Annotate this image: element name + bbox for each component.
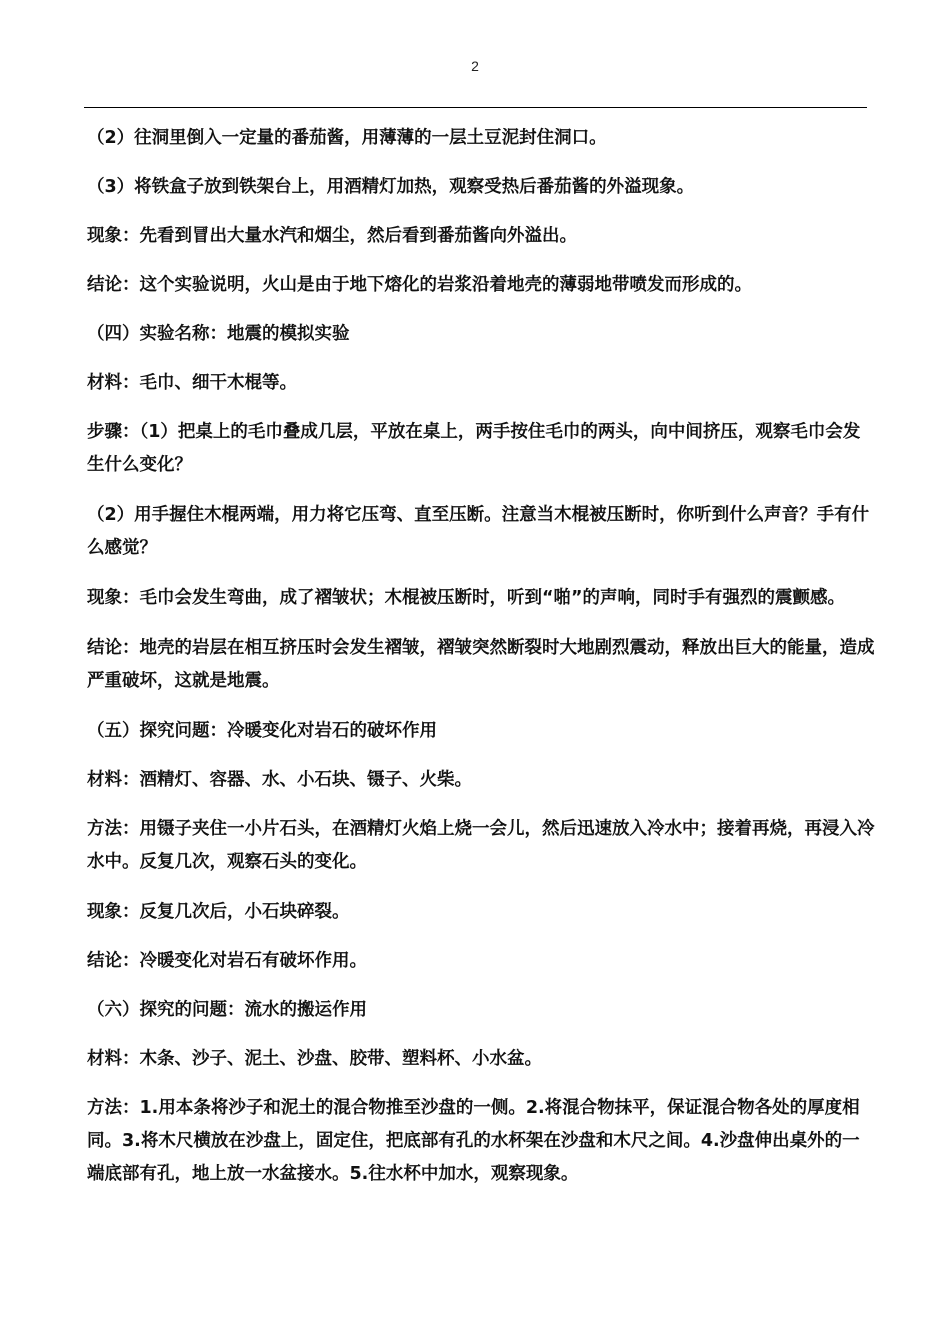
step-2-tomato-sauce: （2）往洞里倒入一定量的番茄酱，用薄薄的一层土豆泥封住洞口。 [87,128,607,148]
section-4-heading: （四）实验名称：地震的模拟实验 [87,324,350,344]
section-6-heading: （六）探究的问题：流水的搬运作用 [87,1000,367,1020]
water-materials: 材料：木条、沙子、泥土、沙盘、胶带、塑料杯、小水盆。 [87,1049,542,1069]
step-3-heating: （3）将铁盒子放到铁架台上，用酒精灯加热，观察受热后番茄酱的外溢现象。 [87,177,695,197]
earthquake-step-1: 步骤：（1）把桌上的毛巾叠成几层，平放在桌上，两手按住毛巾的两头，向中间挤压，观察毛巾会发生什么变化？ [87,422,861,475]
water-method: 方法：1.用本条将沙子和泥土的混合物推至沙盘的一侧。2.将混合物抹平，保证混合物各处的厚度相同。3.将木尺横放在沙盘上，固定住，把底部有孔的水杯架在沙盘和木尺之间。4.沙盘伸出桌外的一端底部有孔，地上放一水盆接水。5.往水杯中加水，观察现象。 [87,1098,860,1184]
earthquake-phenomenon: 现象：毛巾会发生弯曲，成了褶皱状；木棍被压断时，听到“啪”的声响，同时手有强烈的震颤感。 [87,588,845,608]
volcano-conclusion: 结论：这个实验说明，火山是由于地下熔化的岩浆沿着地壳的薄弱地带喷发而形成的。 [87,275,752,295]
rock-method: 方法：用镊子夹住一小片石头，在酒精灯火焰上烧一会儿，然后迅速放入冷水中；接着再烧，再浸入冷水中。反复几次，观察石头的变化。 [87,819,875,872]
header-divider [84,107,867,108]
rock-phenomenon: 现象：反复几次后，小石块碎裂。 [87,902,350,922]
earthquake-conclusion: 结论：地壳的岩层在相互挤压时会发生褶皱，褶皱突然断裂时大地剧烈震动，释放出巨大的能量，造成严重破坏，这就是地震。 [87,638,875,691]
earthquake-materials: 材料：毛巾、细干木棍等。 [87,373,297,393]
rock-materials: 材料：酒精灯、容器、水、小石块、镊子、火柴。 [87,770,472,790]
page-number: 2 [471,58,479,74]
section-5-heading: （五）探究问题：冷暖变化对岩石的破坏作用 [87,721,437,741]
volcano-phenomenon: 现象：先看到冒出大量水汽和烟尘，然后看到番茄酱向外溢出。 [87,226,577,246]
rock-conclusion: 结论：冷暖变化对岩石有破坏作用。 [87,951,367,971]
earthquake-step-2: （2）用手握住木棍两端，用力将它压弯、直至压断。注意当木棍被压断时，你听到什么声音？手有什么感觉？ [87,505,870,558]
document-body [87,122,877,1208]
